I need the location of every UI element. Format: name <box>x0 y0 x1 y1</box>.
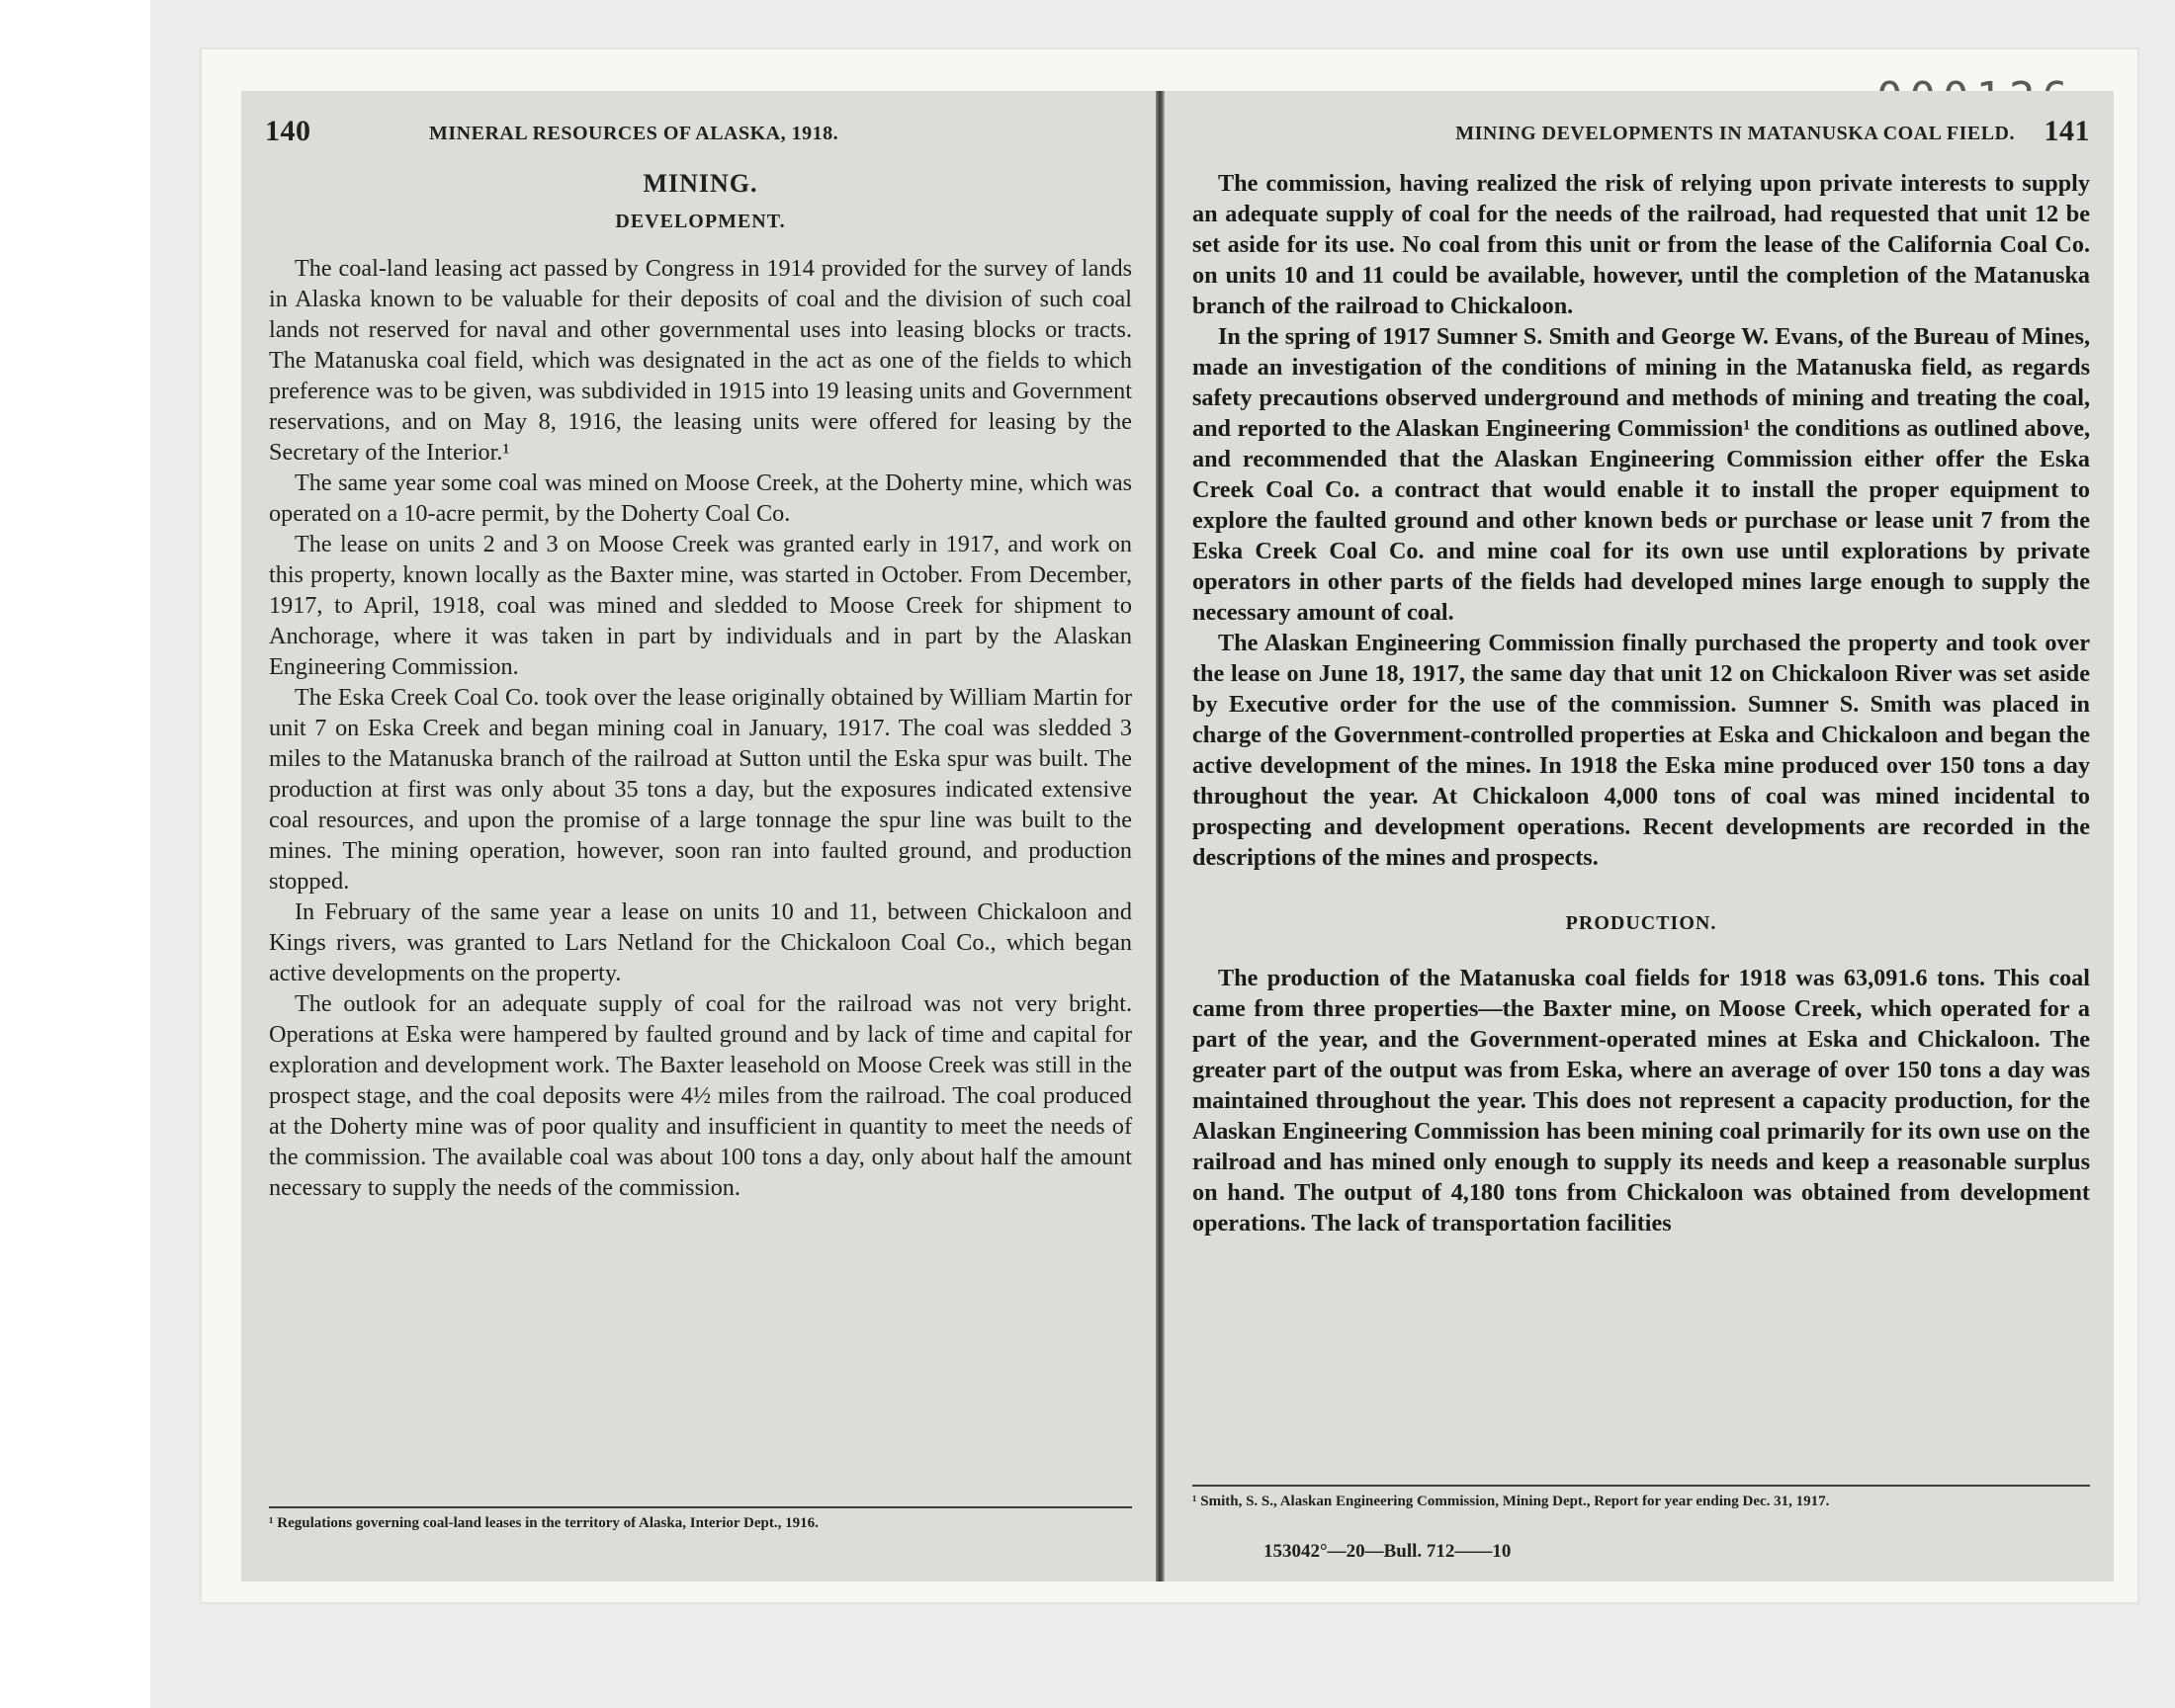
left-footnote: ¹ Regulations governing coal-land leases in the territory of Alaska, Interior Dept., 1916. <box>269 1515 819 1531</box>
paragraph: The outlook for an adequate supply of coal for the railroad was not very bright. Operations at Eska were hampered by faulted ground and by lack of time and capital for exploration and development work. The Baxter leasehold on Moose Creek was still in the prospect stage, and the coal deposits were 4½ miles from the railroad. The coal produced at the Doherty mine was of poor quality and insufficient in quantity to meet the needs of the commission. The available coal was about 100 tons a day, only about half the amount necessary to supply the needs of the commission. <box>269 990 1132 1201</box>
left-page <box>241 91 1156 1581</box>
section-heading-production: PRODUCTION. <box>1565 912 1717 934</box>
printer-signature-line: 153042°—20—Bull. 712——10 <box>1263 1541 1512 1562</box>
left-running-title: MINERAL RESOURCES OF ALASKA, 1918. <box>429 123 839 144</box>
book-gutter <box>1156 91 1165 1581</box>
section-heading-mining: MINING. <box>643 169 758 198</box>
footnote-divider <box>269 1506 1132 1508</box>
paragraph: In the spring of 1917 Sumner S. Smith and George W. Evans, of the Bureau of Mines, made an investigation of the conditions of mining in the Matanuska field, as regards safety precautions observed underground and methods of mining and treating the coal, and reported to the Alaskan Engineering Commission¹ the conditions as outlined above, and recommended that the Alaskan Engineering Commission either offer the Eska Creek Coal Co. a contract that would enable it to install the proper equipment to explore the faulted ground and other known beds or purchase or lease unit 7 from the Eska Creek Coal Co. and mine coal for its own use until explorations by private operators in other parts of the fields had developed mines large enough to supply the necessary amount of coal. <box>1192 323 2090 626</box>
right-footnote: ¹ Smith, S. S., Alaskan Engineering Commission, Mining Dept., Report for year ending Dec. 31, 1917. <box>1192 1494 1830 1509</box>
right-running-title: MINING DEVELOPMENTS IN MATANUSKA COAL FIELD. <box>1455 123 2015 144</box>
paragraph: The production of the Matanuska coal fields for 1918 was 63,091.6 tons. This coal came from three properties—the Baxter mine, on Moose Creek, which operated for a part of the year, and the Government-operated mines at Eska and Chickaloon. The greater part of the output was from Eska, where an average of over 150 tons a day was maintained throughout the year. This does not represent a capacity production, for the Alaskan Engineering Commission has been mining coal primarily for its own use on the railroad and has mined only enough to supply its needs and keep a reasonable surplus on hand. The output of 4,180 tons from Chickaloon was obtained from development operations. The lack of transportation facilities <box>1192 965 2090 1237</box>
paragraph: The same year some coal was mined on Moose Creek, at the Doherty mine, which was operated on a 10-acre permit, by the Doherty Coal Co. <box>269 470 1132 527</box>
right-running-head <box>1188 115 2090 158</box>
footnote-divider <box>1192 1485 2090 1487</box>
paragraph: The Eska Creek Coal Co. took over the lease originally obtained by William Martin for unit 7 on Eska Creek and began mining coal in January, 1917. The coal was sledded 3 miles to the Matanuska branch of the railroad at Sutton until the Eska spur was built. The production at first was only about 35 tons a day, but the exposures indicated extensive coal resources, and upon the promise of a large tonnage the spur line was built to the mines. The mining operation, however, soon ran into faulted ground, and production stopped. <box>269 684 1132 895</box>
paragraph: The lease on units 2 and 3 on Moose Creek was granted early in 1917, and work on this property, known locally as the Baxter mine, was started in October. From December, 1917, to April, 1918, coal was mined and sledded to Moose Creek for shipment to Anchorage, where it was taken in part by individuals and in part by the Alaskan Engineering Commission. <box>269 531 1132 680</box>
left-text-block <box>269 168 1132 1203</box>
subheading-development: DEVELOPMENT. <box>615 211 786 232</box>
paragraph: The Alaskan Engineering Commission finally purchased the property and took over the lease on June 18, 1917, the same day that unit 12 on Chickaloon River was set aside by Executive order for the use of the commission. Sumner S. Smith was placed in charge of the Government-controlled properties at Eska and Chickaloon and began the active development of the mines. In 1918 the Eska mine produced over 150 tons a day throughout the year. At Chickaloon 4,000 tons of coal was mined incidental to prospecting and development operations. Recent developments are recorded in the descriptions of the mines and prospects. <box>1192 630 2090 871</box>
paragraph: In February of the same year a lease on units 10 and 11, between Chickaloon and Kings rivers, was granted to Lars Netland for the Chickaloon Coal Co., which began active developments on the property. <box>269 898 1132 986</box>
paragraph: The coal-land leasing act passed by Congress in 1914 provided for the survey of lands in Alaska known to be valuable for their deposits of coal and the division of such coal lands not reserved for naval and other governmental uses into leasing blocks or tracts. The Matanuska coal field, which was designated in the act as one of the fields to which preference was to be given, was subdivided in 1915 into 19 leasing units and Government reservations, and on May 8, 1916, the leasing units were offered for leasing by the Secretary of the Interior.¹ <box>269 255 1132 466</box>
paragraph: The commission, having realized the risk of relying upon private interests to supply an adequate supply of coal for the needs of the railroad, had requested that unit 12 be set aside for its use. No coal from this unit or from the lease of the California Coal Co. on units 10 and 11 could be available, however, until the completion of the Matanuska branch of the railroad to Chickaloon. <box>1192 170 2090 319</box>
right-page <box>1165 91 2114 1581</box>
right-page-number: 141 <box>2044 115 2090 147</box>
left-running-head <box>265 115 1132 158</box>
right-text-block <box>1192 168 2090 1238</box>
left-page-number: 140 <box>265 115 311 147</box>
